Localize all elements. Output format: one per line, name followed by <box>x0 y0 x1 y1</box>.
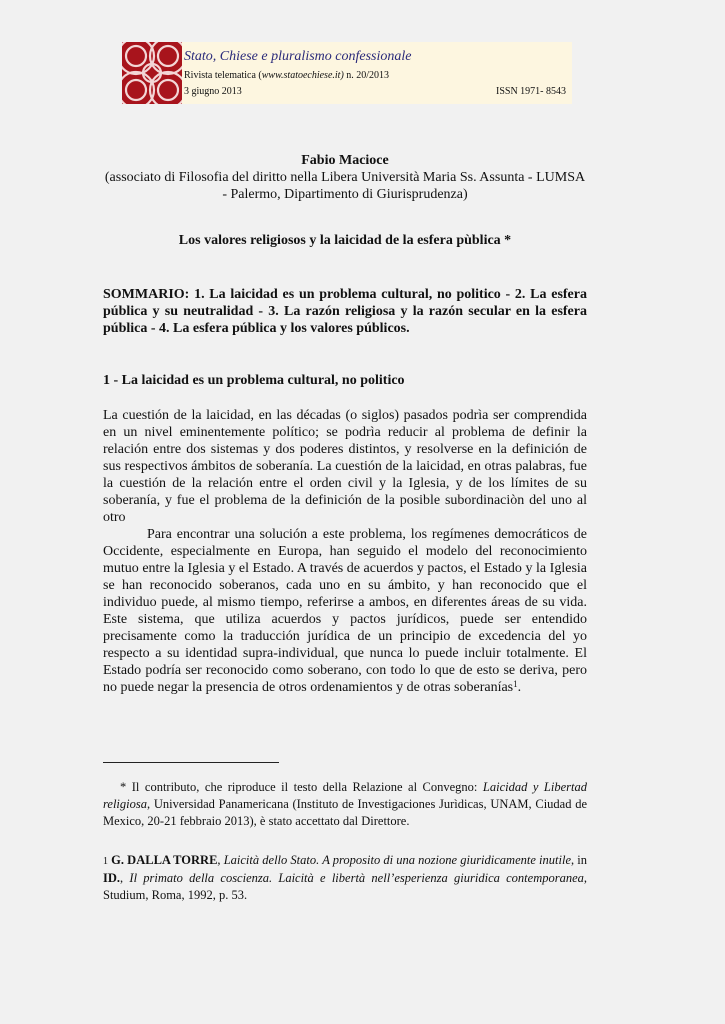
issn: ISSN 1971- 8543 <box>495 86 566 97</box>
footnote-1: 1 G. DALLA TORRE, Laicità dello Stato. A proposito di una nozione giuridicamente inutile, in ID., Il primato della coscienza. Laicità e libertà nell’esperienza giuridica contemporanea, Studium, Roma, 1992, p. 53. <box>103 853 588 902</box>
journal-title: Stato, Chiese e pluralismo confessionale <box>184 49 412 64</box>
paragraph: Para encontrar una solución a este problema, los regímenes democráticos de Occidente, especialmente en Europa, han seguido el modelo del reconocimiento mutuo entre la Iglesia y el Estado. A través de acuerdos y pactos, el Estado y la Iglesia se han reconocido soberanos, cada uno en su ámbito, y han reconocido que el individuo puede, al mismo tiempo, referirse a ambos, en diferentes áreas de su vida. Este sistema, que utiliza acuerdos y pactos jurídicos, puede ser entendido precisamente como la traducción jurídica de un principio de excedencia del yo respecto a su identidad supra-individual, que nunca lo puede incluir totalmente. El Estado podría ser reconocido como soberano, con todo lo que de esto se deriva, pero no puede negar la presencia de otros ordenamientos y de otras soberanías$^1$. <box>103 527 587 695</box>
summary-label: SOMMARIO <box>103 287 185 302</box>
author-name: Fabio Macioce <box>301 153 389 168</box>
paragraph: La cuestión de la laicidad, en las décadas (o siglos) pasados podrìa ser comprendida en un nivel eminentemente político; se podrìa reducir al problema de definir la relación entre dos sistemas y dos poderes distintos, y resolverse en la definición de sus respectivos ámbitos de soberanía. La cuestión de la laicidad, en otras palabras, fue la cuestión de la relación entre el orden civil y la Iglesia, y de los límites de su soberanía, y fue el problema de la definición de la posible subordinaciòn del uno al otro <box>103 408 587 525</box>
issue-date: 3 giugno 2013 <box>184 86 242 97</box>
journal-header <box>122 42 572 104</box>
author-affiliation: (associato di Filosofia del diritto nella Libera Università Maria Ss. Assunta - LUMSA - Palermo, Dipartimento di Giurisprudenza) <box>104 170 586 202</box>
footnote-ref[interactable]: 1 <box>513 679 518 689</box>
footnote-divider <box>103 762 279 763</box>
journal-logo <box>122 42 182 104</box>
journal-subtitle: Rivista telematica (www.statoechiese.it) n. 20/2013 <box>184 70 390 81</box>
section-heading: 1 - La laicidad es un problema cultural, no politico <box>103 373 405 388</box>
footnote-number: 1 <box>103 856 108 867</box>
journal-url: www.statoechiese.it) <box>261 70 344 81</box>
article-title: Los valores religiosos y la laicidad de la esfera pùblica * <box>178 233 512 248</box>
summary-text: : 1. La laicidad es un problema cultural, no politico - 2. La esfera pública y su neutralidad - 3. La razón religiosa y la razón secular en la esfera pública - 4. La esfera pública y los valores públicos. <box>103 287 587 336</box>
footnote-star: * Il contributo, che riproduce il testo della Relazione al Convegno: Laicidad y Libertad religiosa, Universidad Panamericana (Instituto de Investigaciones Jurìdicas, UNAM, Ciudad de Mexico, 20-21 febbraio 2013), è stato accettato dal Direttore. <box>103 780 587 828</box>
summary <box>103 286 587 337</box>
footnotes <box>103 779 587 904</box>
article-body <box>103 152 587 696</box>
